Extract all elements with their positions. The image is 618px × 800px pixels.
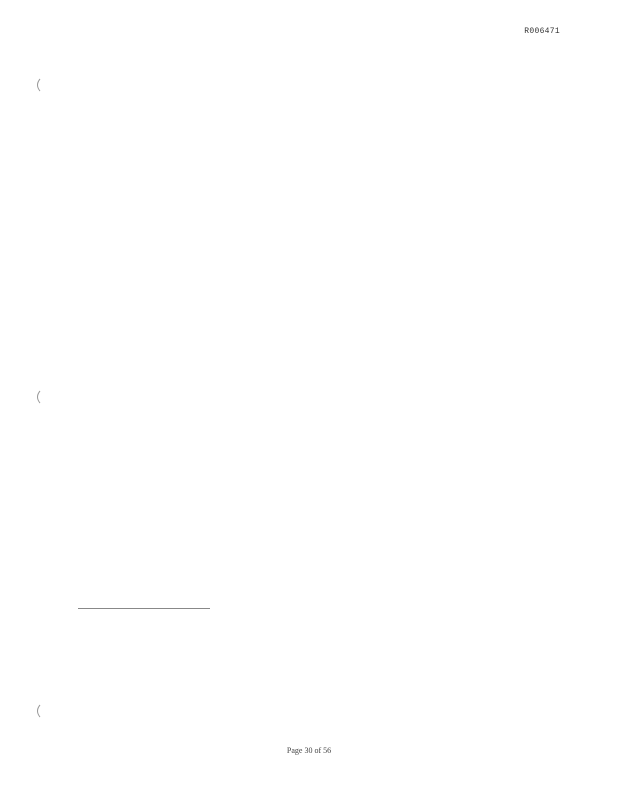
- footnote-2: [78, 666, 550, 686]
- paragraph-4: [78, 520, 550, 619]
- footnotes: [78, 620, 550, 736]
- paragraph-2: [78, 190, 550, 314]
- footnote-1: [78, 620, 550, 662]
- paragraph-1: [78, 68, 550, 180]
- footnote-3: [78, 690, 550, 732]
- margin-mark-middle: [34, 390, 42, 404]
- footnote-divider: [78, 608, 210, 609]
- body-text: [78, 68, 550, 619]
- margin-mark-top: [34, 78, 42, 92]
- bates-number: R006471: [524, 27, 560, 36]
- paragraph-3: [78, 324, 550, 510]
- margin-mark-bottom: [34, 704, 42, 718]
- page-number: Page 30 of 56: [286, 746, 332, 755]
